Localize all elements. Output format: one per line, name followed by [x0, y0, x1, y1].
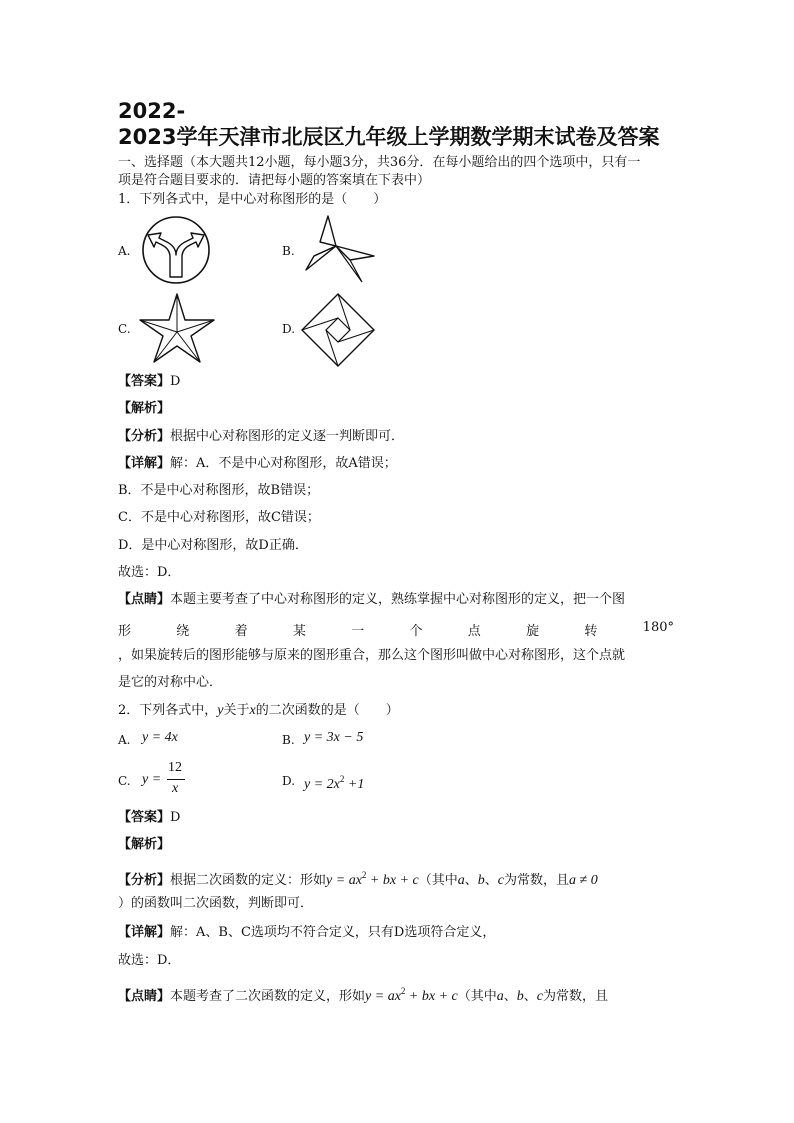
section-heading-line1: 一、选择题（本大题共12小题，每小题3分，共36分．在每小题给出的四个选项中，只有一	[118, 155, 641, 170]
spread-word: 个	[409, 624, 423, 639]
q2-option-c-numerator: 12	[168, 760, 182, 775]
q2-option-a-expr: y = 4x	[142, 730, 178, 745]
spread-word: 旋	[526, 624, 540, 639]
q2-guxuan: 故选：D．	[118, 953, 181, 968]
q1-dianjing-line3: 是它的对称中心．	[118, 675, 223, 690]
q2-xiangjie: 【详解】解：A、B、C选项均不符合定义，只有D选项符合定义，	[118, 925, 496, 940]
q1-line-c: C．不是中心对称图形，故C错误；	[118, 510, 320, 525]
q2-option-b-label: B.	[282, 733, 295, 747]
q1-line-d: D．是中心对称图形，故D正确．	[118, 538, 308, 553]
spread-word: 绕	[176, 624, 190, 639]
q1-figure-b-pinwheel	[300, 212, 378, 288]
q1-dianjing-spread-line	[118, 620, 674, 639]
q1-dianjing-line2: ，如果旋转后的图形能够与原来的图形重合，那么这个图形叫做中心对称图形，这个点就	[118, 648, 626, 663]
q1-option-a-label: A.	[118, 244, 131, 258]
q2-option-d-label: D.	[282, 774, 296, 788]
fraction-bar	[167, 779, 185, 780]
spread-word: 形	[118, 624, 132, 639]
q2-stem: 2．下列各式中，y关于x的二次函数的是（ ）	[118, 703, 399, 718]
q1-line-b: B．不是中心对称图形，故B错误；	[118, 483, 320, 498]
q2-fenxi: 【分析】根据二次函数的定义：形如$y = ax^2$ + bx + c（其中a、b、c为常数，且a ≠ 0	[118, 870, 598, 888]
q1-option-b-label: B.	[282, 244, 295, 258]
q2-analysis-tag: 【解析】	[118, 837, 171, 852]
q2-option-a-label: A.	[118, 733, 131, 747]
q2-answer: 【答案】D	[118, 810, 181, 825]
q1-dianjing: 【点睛】本题主要考查了中心对称图形的定义，熟练掌握中心对称图形的定义，把一个图	[118, 592, 626, 607]
q2-dianjing: 【点睛】本题考查了二次函数的定义，形如$y = ax^2$ + bx + c（其中a、b、c为常数，且	[118, 986, 609, 1004]
spread-word: 一	[351, 624, 365, 639]
spread-word: 点	[467, 624, 481, 639]
q1-xiangjie: 【详解】解：A．不是中心对称图形，故A错误；	[118, 456, 397, 471]
doc-title-line2: 2023学年天津市北辰区九年级上学期数学期末试卷及答案	[118, 125, 660, 149]
q1-figure-c-star	[138, 292, 216, 364]
q2-option-c-denominator: x	[172, 781, 179, 796]
q2-option-b-expr: y = 3x − 5	[304, 730, 364, 745]
spread-word: 180°	[642, 620, 674, 635]
q1-guxuan: 故选：D．	[118, 565, 181, 580]
q1-option-d-label: D.	[282, 322, 296, 336]
section-heading-line2: 项是符合题目要求的．请把每小题的答案填在下表中）	[118, 173, 431, 188]
q1-answer: 【答案】D	[118, 374, 181, 389]
q2-fenxi-line2: ）的函数叫二次函数，判断即可．	[118, 896, 314, 911]
q2-option-c-label: C.	[118, 774, 131, 788]
q1-analysis-tag: 【解析】	[118, 401, 171, 416]
spread-word: 着	[234, 624, 248, 639]
q2-option-c-lhs: y =	[142, 772, 162, 787]
q1-fenxi: 【分析】根据中心对称图形的定义逐一判断即可．	[118, 429, 405, 444]
q1-figure-d-square	[300, 292, 376, 368]
q1-figure-a-arrows	[138, 215, 214, 285]
spread-word: 某	[292, 624, 306, 639]
q2-option-d-expr: $y = 2x^2 +1$	[304, 774, 365, 792]
doc-title-line1: 2022-	[118, 99, 186, 123]
q1-option-c-label: C.	[118, 322, 131, 336]
q1-stem: 1．下列各式中，是中心对称图形的是（ ）	[118, 192, 387, 207]
spread-word: 转	[584, 624, 598, 639]
